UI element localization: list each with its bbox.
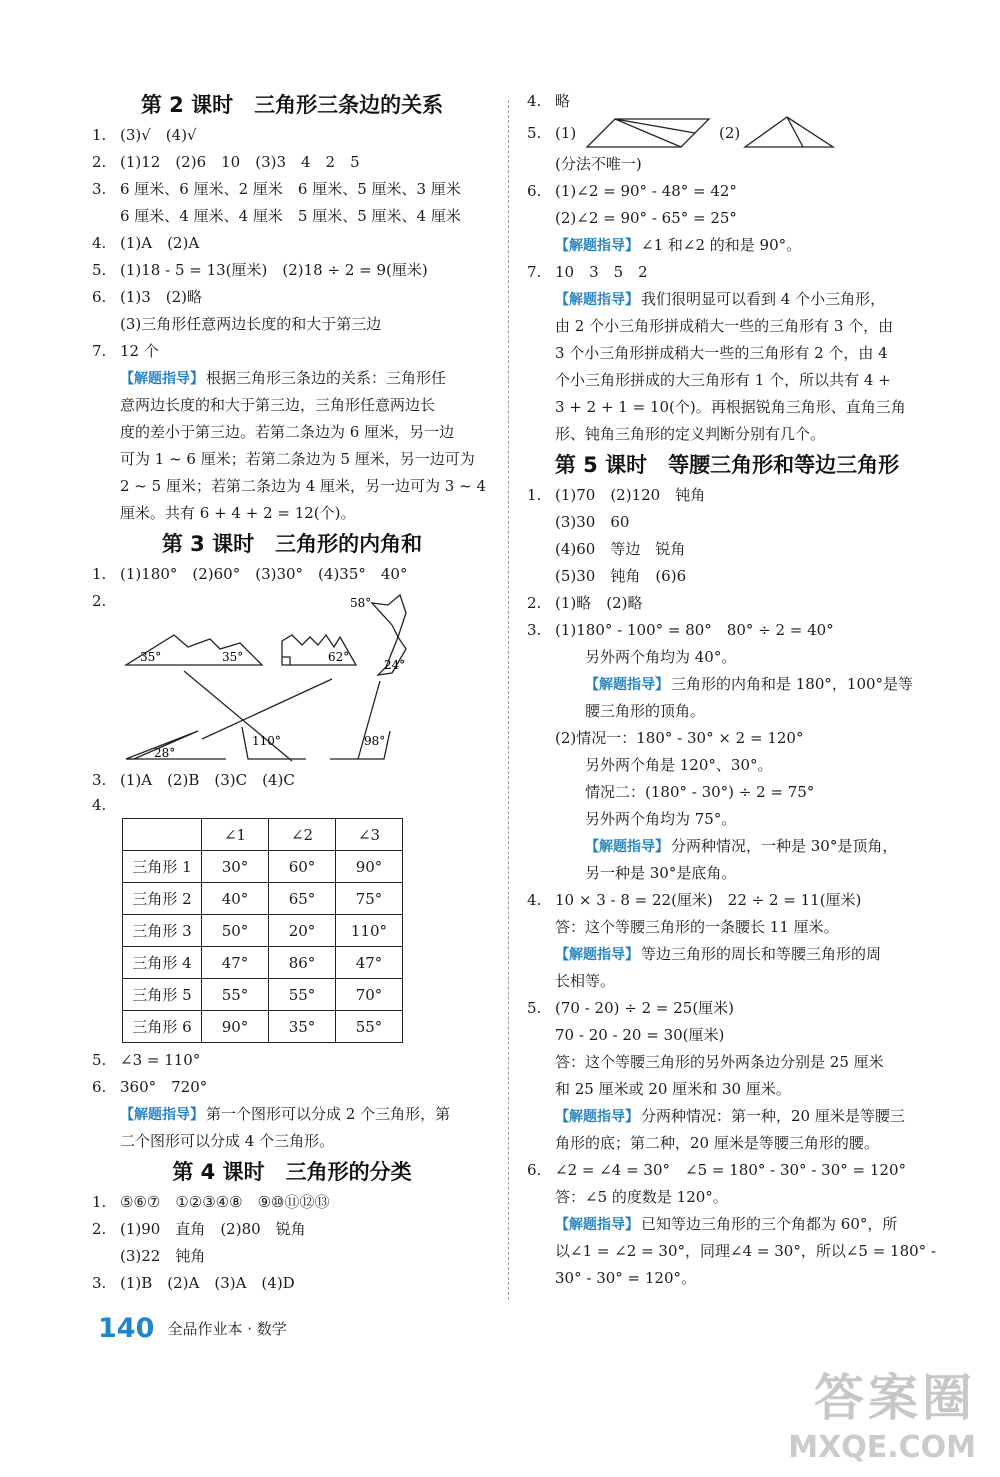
left-column — [92, 88, 492, 1297]
answer-line: 4. 略 — [527, 92, 571, 110]
table-cell: 三角形 4 — [123, 947, 202, 979]
answer-line: 6. 360° 720° — [92, 1078, 208, 1096]
watermark-logo — [788, 1358, 976, 1465]
answer-line: 1. ⑤⑥⑦ ①②③④⑧ ⑨⑩⑪⑫⑬ — [92, 1193, 330, 1211]
answer-line: 6. ∠2 = ∠4 = 30° ∠5 = 180° - 30° - 30° = 120° — [527, 1161, 906, 1179]
table-cell: 55° — [202, 979, 269, 1011]
table-cell: 三角形 6 — [123, 1011, 202, 1043]
tip-label: 【解题指导】 — [555, 238, 639, 254]
answer-line: (2)情况一：180° - 30° × 2 = 120° — [555, 729, 804, 747]
table-cell: 90° — [202, 1011, 269, 1043]
table-cell: 20° — [269, 915, 336, 947]
answer-line: (3)22 钝角 — [120, 1247, 206, 1265]
table-cell: 60° — [269, 851, 336, 883]
table-header-cell — [123, 819, 202, 851]
book-title: 全品作业本 · 数学 — [167, 1320, 287, 1338]
angle-label: 58° — [350, 596, 372, 610]
answer-line: 4. — [92, 796, 107, 814]
solution-tip: 【解题指导】 等边三角形的周长和等腰三角形的周 长相等。 — [527, 941, 927, 995]
solution-tip: 【解题指导】 第一个图形可以分成 2 个三角形，第 二个图形可以分成 4 个三角形。 — [92, 1101, 492, 1155]
answer-line: 6. (1)3 (2)略 — [92, 288, 203, 306]
tip-label: 【解题指导】 — [585, 839, 669, 855]
watermark-url: MXQE.COM — [788, 1430, 976, 1465]
answer-line: 3. (1)A (2)B (3)C (4)C — [92, 771, 295, 789]
section-title-lesson3: 第 3 课时 三角形的内角和 — [161, 532, 423, 556]
angle-label: 24° — [384, 658, 406, 672]
answer-line: 7. 10 3 5 2 — [527, 263, 648, 281]
tip-label: 【解题指导】 — [555, 292, 639, 308]
table-cell: 40° — [202, 883, 269, 915]
solution-tip: 【解题指导】 分两种情况，一种是 30°是顶角， 另一种是 30°是底角。 — [527, 833, 927, 887]
answer-line: 2. — [92, 592, 107, 610]
table-cell: 70° — [336, 979, 403, 1011]
table-cell: 55° — [269, 979, 336, 1011]
answer-line: 6. (1)∠2 = 90° - 48° = 42° — [527, 182, 737, 200]
watermark-text: 答案圈 — [814, 1369, 976, 1427]
table-cell: 86° — [269, 947, 336, 979]
angle-table — [122, 818, 403, 1043]
table-cell: 三角形 5 — [123, 979, 202, 1011]
page-footer — [98, 1313, 287, 1344]
table-cell: 65° — [269, 883, 336, 915]
table-header-row — [123, 819, 403, 851]
answer-line: 7. 12 个 — [92, 342, 159, 360]
table-cell: 47° — [336, 947, 403, 979]
answer-line: 2. (1)90 直角 (2)80 锐角 — [92, 1220, 306, 1238]
angle-label: 98° — [364, 734, 386, 748]
column-divider — [508, 100, 509, 1300]
angle-label: 28° — [154, 746, 176, 760]
page-number: 140 — [98, 1313, 155, 1344]
answer-line: 70 - 20 - 20 = 30(厘米) — [555, 1026, 725, 1044]
table-cell: 35° — [269, 1011, 336, 1043]
table-row — [123, 915, 403, 947]
answer-line: 1. (1)70 (2)120 钝角 — [527, 486, 706, 504]
table-header-cell: ∠1 — [202, 819, 269, 851]
answer-line: 5. (1) (2) — [527, 115, 927, 151]
table-row — [123, 883, 403, 915]
angle-label: 35° — [222, 650, 244, 664]
answer-line: 另外两个角均为 40°。 — [585, 648, 737, 666]
tip-label: 【解题指导】 — [585, 677, 669, 693]
table-row — [123, 851, 403, 883]
answer-line: 和 25 厘米或 20 厘米和 30 厘米。 — [555, 1080, 791, 1098]
solution-tip: 【解题指导】 三角形的内角和是 180°，100°是等 腰三角形的顶角。 — [527, 671, 927, 725]
answer-line: 2. (1)略 (2)略 — [527, 594, 643, 612]
parallelogram-figure — [585, 115, 715, 151]
answer-line: 4. (1)A (2)A — [92, 234, 200, 252]
answer-line: 答：这个等腰三角形的一条腰长 11 厘米。 — [555, 918, 839, 936]
solution-tip: 【解题指导】 分两种情况：第一种，20 厘米是等腰三 角形的底；第二种，20 厘米是等腰三角形的腰。 — [527, 1103, 927, 1157]
section-title-lesson4: 第 4 课时 三角形的分类 — [172, 1160, 412, 1184]
solution-tip: 【解题指导】 已知等边三角形的三个角都为 60°，所 以∠1 = ∠2 = 30°，同理∠4 = 30°，所以∠5 = 180° - 30° - 30° = 120°。 — [527, 1211, 927, 1292]
answer-line: 情况二：(180° - 30°) ÷ 2 = 75° — [585, 783, 815, 801]
answer-line: 3. (1)180° - 100° = 80° 80° ÷ 2 = 40° — [527, 621, 834, 639]
solution-tip: 【解题指导】 ∠1 和∠2 的和是 90°。 — [527, 232, 927, 259]
angle-figures — [92, 591, 492, 767]
tip-label: 【解题指导】 — [120, 1107, 204, 1123]
answer-line: 4. 10 × 3 - 8 = 22(厘米) 22 ÷ 2 = 11(厘米) — [527, 891, 862, 909]
answer-line: (3)30 60 — [555, 513, 630, 531]
angle-label: 35° — [140, 650, 162, 664]
answer-line: 另外两个角均为 75°。 — [585, 810, 737, 828]
tip-label: 【解题指导】 — [555, 1217, 639, 1233]
answer-line: (4)60 等边 锐角 — [555, 540, 686, 558]
section-title-lesson5: 第 5 课时 等腰三角形和等边三角形 — [554, 453, 900, 477]
table-cell: 75° — [336, 883, 403, 915]
table-cell: 30° — [202, 851, 269, 883]
table-cell: 90° — [336, 851, 403, 883]
section-title-lesson2: 第 2 课时 三角形三条边的关系 — [140, 93, 444, 117]
table-cell: 三角形 1 — [123, 851, 202, 883]
answer-line: 5. (70 - 20) ÷ 2 = 25(厘米) — [527, 999, 735, 1017]
solution-tip: 【解题指导】 根据三角形三条边的关系：三角形任 意两边长度的和大于第三边，三角形任意两边长 度的差小于第三边。若第二条边为 6 厘米，另一边 可为 1 ~ 6 厘米；若第二条边为 5 厘米，另一边可为 2 ~ 5 厘米；若第二条边为 4 厘米，另一边可为 3 ~ 4 厘米。共有 6 + 4 + 2 = 12(个)。 — [92, 365, 492, 527]
answer-line: 2. (1)12 (2)6 10 (3)3 4 2 5 — [92, 153, 360, 171]
table-row — [123, 979, 403, 1011]
table-row — [123, 947, 403, 979]
answer-line: 6 厘米、4 厘米、4 厘米 5 厘米、5 厘米、4 厘米 — [120, 207, 461, 225]
table-cell: 三角形 3 — [123, 915, 202, 947]
table-cell: 三角形 2 — [123, 883, 202, 915]
answer-line: 答：∠5 的度数是 120°。 — [555, 1188, 728, 1206]
answer-line: 1. (3)√ (4)√ — [92, 126, 197, 144]
answer-line: (2)∠2 = 90° - 65° = 25° — [555, 209, 737, 227]
note: (分法不唯一) — [555, 155, 642, 173]
table-header-cell: ∠3 — [336, 819, 403, 851]
table-cell: 47° — [202, 947, 269, 979]
solution-tip: 【解题指导】 我们很明显可以看到 4 个小三角形， 由 2 个小三角形拼成稍大一些的三角形有 3 个，由 3 个小三角形拼成稍大一些的三角形有 2 个，由 4 个小三角形拼成的大三角形有 1 个，所以共有 4 + 3 + 2 + 1 = 10(个)。再根据锐角三角形、直角三角 形、钝角三角形的定义判断分别有几个。 — [527, 286, 927, 448]
answer-line: 1. (1)180° (2)60° (3)30° (4)35° 40° — [92, 565, 408, 583]
right-column — [527, 88, 937, 1292]
table-row — [123, 1011, 403, 1043]
answer-line: 答：这个等腰三角形的另外两条边分别是 25 厘米 — [555, 1053, 884, 1071]
answer-line: (5)30 钝角 (6)6 — [555, 567, 687, 585]
triangle-figure — [743, 111, 843, 151]
answer-line: 5. (1)18 - 5 = 13(厘米) (2)18 ÷ 2 = 9(厘米) — [92, 261, 428, 279]
angle-label: 110° — [252, 734, 281, 748]
answer-line: 另外两个角是 120°、30°。 — [585, 756, 773, 774]
tip-label: 【解题指导】 — [555, 1109, 639, 1125]
angle-label: 62° — [328, 650, 350, 664]
answer-line: 5. ∠3 = 110° — [92, 1051, 201, 1069]
table-header-cell: ∠2 — [269, 819, 336, 851]
table-cell: 110° — [336, 915, 403, 947]
answer-line: (3)三角形任意两边长度的和大于第三边 — [120, 315, 382, 333]
tip-label: 【解题指导】 — [555, 947, 639, 963]
table-cell: 55° — [336, 1011, 403, 1043]
table-cell: 50° — [202, 915, 269, 947]
answer-line: 3. (1)B (2)A (3)A (4)D — [92, 1274, 295, 1292]
tip-label: 【解题指导】 — [120, 371, 204, 387]
answer-line: 3. 6 厘米、6 厘米、2 厘米 6 厘米、5 厘米、3 厘米 — [92, 180, 461, 198]
